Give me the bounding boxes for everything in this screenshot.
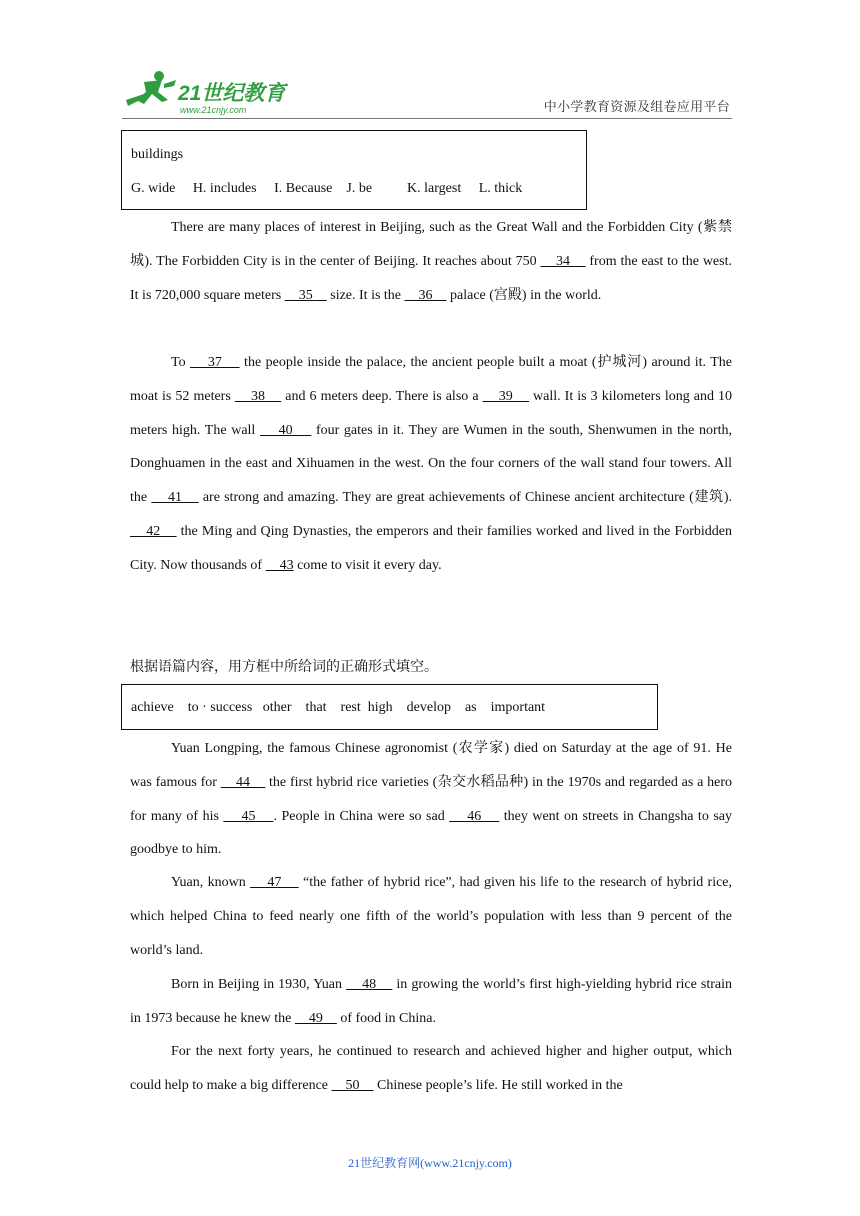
blank-43[interactable]: 43 xyxy=(265,557,294,573)
text: and 6 meters deep. There is also a xyxy=(281,388,483,404)
text: Born in Beijing in 1930, Yuan xyxy=(171,977,347,992)
word-box-1 xyxy=(121,130,587,210)
word-box-2-line: achieve to · success other that rest high develop as important xyxy=(131,700,546,715)
blank-47[interactable]: 47 xyxy=(250,875,299,890)
text: wall. It is 3 kilometers long and 10 meters high. The wall xyxy=(130,388,733,438)
footer-link[interactable]: 21世纪教育网(www.21cnjy.com) xyxy=(348,1156,512,1170)
blank-34[interactable]: 34 xyxy=(540,253,586,269)
text: palace (宫殿) in the world. xyxy=(446,287,602,303)
text: four gates in it. They are Wumen in the south, Shenwumen in the north, Donghuamen in the east and Xihuamen in the west. On the four corners of the wall stand four towers. All the xyxy=(130,422,732,506)
blank-44[interactable]: 44 xyxy=(220,774,266,790)
logo-url: www.21cnjy.com xyxy=(180,105,247,115)
text: “the father of hybrid rice”, had given his life to the research of hybrid rice, which helped China to feed nearly one fifth of the world’s population with less than 9 percent of the world’s land. xyxy=(130,875,733,958)
text: For the next forty years, he continued to research and achieved higher and higher output, which could help to make a big difference xyxy=(130,1044,732,1093)
blank-40[interactable]: 40 xyxy=(259,422,312,438)
site-logo xyxy=(122,70,292,116)
text: Yuan Longping, the famous Chinese agronomist (农学家) died on Saturday at the age of 91. He was famous for xyxy=(130,741,732,790)
blank-35[interactable]: 35 xyxy=(284,287,327,303)
passage-2-paragraph-2 xyxy=(130,866,732,967)
blank-49[interactable]: 49 xyxy=(294,1010,337,1026)
text: from the east to the west. It is 720,000 square meters xyxy=(130,253,732,303)
platform-name: 中小学教育资源及组卷应用平台 xyxy=(543,100,730,115)
logo-text: 21世纪教育 xyxy=(178,82,286,105)
word-box-2 xyxy=(121,684,658,730)
text: the people inside the palace, the ancient people built a moat (护城河) around it. The moat is 52 meters xyxy=(130,355,733,404)
word-box-1-line-1: buildings xyxy=(131,147,184,162)
text: of food in China. xyxy=(336,1010,436,1026)
blank-41[interactable]: 41 xyxy=(151,490,199,506)
text: size. It is the xyxy=(326,287,405,303)
blank-48[interactable]: 48 xyxy=(346,977,393,992)
text: the Ming and Qing Dynasties, the emperors and their families worked and lived in the Forbidden City. Now thousands of xyxy=(130,523,732,573)
text: There are many places of interest in Beijing, such as the Great Wall and the Forbidden City (紫禁城). The Forbidden City is in the center of Beijing. It reaches about 750 xyxy=(130,220,732,269)
passage-2-paragraph-3 xyxy=(130,968,732,1036)
word-box-1-line-2: G. wide H. includes I. Because J. be K. largest L. thick xyxy=(131,181,523,196)
text: . People in China were so sad xyxy=(273,808,450,824)
blank-45[interactable]: 45 xyxy=(223,808,274,824)
passage-2-paragraph-1 xyxy=(130,732,732,867)
text: the first hybrid rice varieties (杂交水稻品种) in the 1970s and regarded as a hero for many of his xyxy=(130,774,733,824)
blank-39[interactable]: 39 xyxy=(482,388,529,404)
text: come to visit it every day. xyxy=(293,557,442,573)
text: To xyxy=(171,355,191,370)
text: in growing the world’s first high-yielding hybrid rice strain in 1973 because he knew the xyxy=(130,977,733,1026)
passage-1-paragraph-1 xyxy=(130,211,732,312)
blank-46[interactable]: 46 xyxy=(449,808,500,824)
blank-37[interactable]: 37 xyxy=(190,355,240,370)
passage-2-paragraph-4 xyxy=(130,1035,732,1103)
blank-36[interactable]: 36 xyxy=(404,287,447,303)
instruction: 根据语篇内容，用方框中所给词的正确形式填空。 xyxy=(130,659,438,675)
header-rule xyxy=(122,118,732,119)
text: Chinese people’s life. He still worked in the xyxy=(373,1077,623,1093)
text: Yuan, known xyxy=(171,875,251,890)
blank-50[interactable]: 50 xyxy=(331,1077,374,1093)
runner-icon xyxy=(126,71,176,106)
blank-38[interactable]: 38 xyxy=(234,388,282,404)
text: they went on streets in Changsha to say goodbye to him. xyxy=(130,808,732,858)
passage-1-paragraph-2 xyxy=(130,346,732,583)
blank-42[interactable]: 42 xyxy=(130,523,177,539)
text: are strong and amazing. They are great achievements of Chinese ancient architecture (建筑). xyxy=(198,490,732,506)
